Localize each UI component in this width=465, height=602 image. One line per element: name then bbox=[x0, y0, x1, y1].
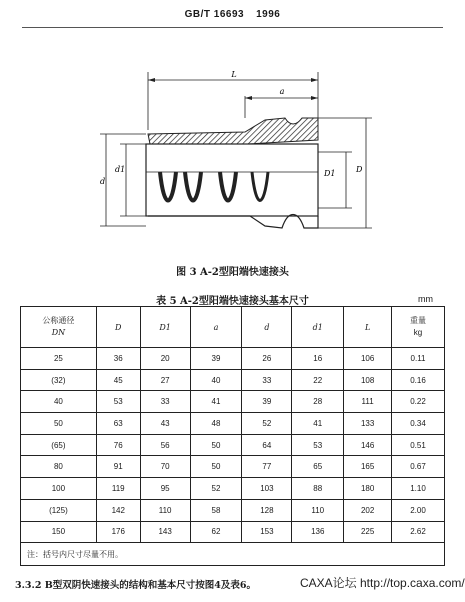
table-cell: 225 bbox=[344, 521, 392, 543]
table-cell: 36 bbox=[96, 348, 140, 370]
table-cell: 28 bbox=[292, 391, 344, 413]
table-cell: 165 bbox=[344, 456, 392, 478]
table-cell: (125) bbox=[21, 499, 97, 521]
table-cell: 202 bbox=[344, 499, 392, 521]
table-cell: 22 bbox=[292, 369, 344, 391]
table-cell: 16 bbox=[292, 348, 344, 370]
table-cell: 110 bbox=[140, 499, 190, 521]
table-row bbox=[21, 499, 445, 521]
table-row bbox=[21, 348, 445, 370]
note-row bbox=[21, 543, 445, 566]
table-row bbox=[21, 369, 445, 391]
arrowhead bbox=[311, 96, 318, 100]
table-cell: 20 bbox=[140, 348, 190, 370]
table-cell: 143 bbox=[140, 521, 190, 543]
table-cell: 136 bbox=[292, 521, 344, 543]
table-cell: 41 bbox=[292, 413, 344, 435]
table-cell: 40 bbox=[190, 369, 242, 391]
table-cell: 27 bbox=[140, 369, 190, 391]
document-header bbox=[0, 9, 465, 20]
table-cell: 77 bbox=[242, 456, 292, 478]
table-cell: 103 bbox=[242, 478, 292, 500]
table-cell: 91 bbox=[96, 456, 140, 478]
table-cell: 88 bbox=[292, 478, 344, 500]
header-d-text: d bbox=[264, 322, 270, 332]
table-title: 表 5 A-2型阳端快速接头基本尺寸 bbox=[156, 296, 309, 307]
body-wall-top bbox=[148, 118, 318, 144]
header-D1-text: D1 bbox=[159, 322, 171, 332]
label-L: L bbox=[231, 70, 237, 79]
header-rule bbox=[22, 27, 443, 28]
table-cell: 0.51 bbox=[392, 434, 445, 456]
col-header-D bbox=[96, 307, 140, 348]
table-row bbox=[21, 391, 445, 413]
figure-caption: 图 3 A-2型阳端快速接头 bbox=[176, 267, 289, 278]
table-cell: 39 bbox=[190, 348, 242, 370]
col-header-L bbox=[344, 307, 392, 348]
dimensions-table bbox=[20, 306, 445, 566]
col-header-weight bbox=[392, 307, 445, 348]
table-cell: 100 bbox=[21, 478, 97, 500]
dn-label: 公称通径 bbox=[42, 316, 75, 325]
table-cell: 76 bbox=[96, 434, 140, 456]
table-cell: 52 bbox=[242, 413, 292, 435]
col-header-dn bbox=[21, 307, 97, 348]
header-d1-text: d1 bbox=[312, 322, 323, 332]
weight-label: 重量 bbox=[410, 316, 427, 325]
table-header-row bbox=[21, 307, 445, 348]
table-body bbox=[21, 348, 445, 543]
table-cell: 25 bbox=[21, 348, 97, 370]
table-cell: 26 bbox=[242, 348, 292, 370]
table-cell: 53 bbox=[96, 391, 140, 413]
table-cell: 180 bbox=[344, 478, 392, 500]
table-cell: 95 bbox=[140, 478, 190, 500]
table-cell: 64 bbox=[242, 434, 292, 456]
table-cell: 39 bbox=[242, 391, 292, 413]
table-cell: 142 bbox=[96, 499, 140, 521]
table-cell: 48 bbox=[190, 413, 242, 435]
arrowhead bbox=[311, 78, 318, 82]
header-a-text: a bbox=[213, 322, 219, 332]
table-row bbox=[21, 413, 445, 435]
standard-number: GB/T 16693 bbox=[184, 9, 245, 20]
standard-year: 1996 bbox=[256, 9, 281, 20]
table-cell: 106 bbox=[344, 348, 392, 370]
arrowhead bbox=[148, 78, 155, 82]
table-cell: 153 bbox=[242, 521, 292, 543]
table-cell: 53 bbox=[292, 434, 344, 456]
arrowhead bbox=[245, 96, 252, 100]
col-header-D1 bbox=[140, 307, 190, 348]
table-row bbox=[21, 434, 445, 456]
body-outline bbox=[146, 144, 318, 216]
table-cell: 0.67 bbox=[392, 456, 445, 478]
table-cell: 50 bbox=[21, 413, 97, 435]
header-L-text: L bbox=[364, 322, 371, 332]
table-cell: 176 bbox=[96, 521, 140, 543]
table-unit: mm bbox=[418, 294, 433, 304]
weight-unit: kg bbox=[413, 328, 423, 337]
col-header-d1 bbox=[292, 307, 344, 348]
table-cell: 0.34 bbox=[392, 413, 445, 435]
table-cell: 133 bbox=[344, 413, 392, 435]
table-cell: 2.62 bbox=[392, 521, 445, 543]
table-cell: 33 bbox=[242, 369, 292, 391]
table-cell: 58 bbox=[190, 499, 242, 521]
table-cell: 62 bbox=[190, 521, 242, 543]
table-cell: 146 bbox=[344, 434, 392, 456]
table-cell: 80 bbox=[21, 456, 97, 478]
col-header-a bbox=[190, 307, 242, 348]
table-cell: 52 bbox=[190, 478, 242, 500]
table-cell: 0.11 bbox=[392, 348, 445, 370]
table-cell: 40 bbox=[21, 391, 97, 413]
table-cell: 108 bbox=[344, 369, 392, 391]
table-cell: 110 bbox=[292, 499, 344, 521]
table-cell: 0.22 bbox=[392, 391, 445, 413]
table-cell: 45 bbox=[96, 369, 140, 391]
table-cell: 41 bbox=[190, 391, 242, 413]
section-text: 3.3.2 B型双阴快速接头的结构和基本尺寸按图4及表6。 bbox=[15, 580, 257, 591]
table-row bbox=[21, 456, 445, 478]
header-D-text: D bbox=[115, 322, 122, 332]
table-cell: 56 bbox=[140, 434, 190, 456]
dn-symbol: DN bbox=[51, 328, 66, 337]
label-D: D bbox=[356, 165, 363, 174]
table-cell: (32) bbox=[21, 369, 97, 391]
col-header-d bbox=[242, 307, 292, 348]
table-cell: 128 bbox=[242, 499, 292, 521]
table-cell: 2.00 bbox=[392, 499, 445, 521]
table-cell: 150 bbox=[21, 521, 97, 543]
table-row bbox=[21, 521, 445, 543]
label-d: d bbox=[100, 177, 106, 186]
label-D1: D1 bbox=[324, 169, 336, 178]
table-cell: 119 bbox=[96, 478, 140, 500]
label-a: a bbox=[279, 87, 285, 96]
table-cell: 43 bbox=[140, 413, 190, 435]
table-cell: 50 bbox=[190, 456, 242, 478]
table-row bbox=[21, 478, 445, 500]
table-cell: 50 bbox=[190, 434, 242, 456]
table-cell: 111 bbox=[344, 391, 392, 413]
label-d1: d1 bbox=[115, 165, 126, 174]
coupling-drawing bbox=[60, 60, 400, 250]
table-cell: 70 bbox=[140, 456, 190, 478]
table-cell: 65 bbox=[292, 456, 344, 478]
table-cell: 63 bbox=[96, 413, 140, 435]
table-cell: (65) bbox=[21, 434, 97, 456]
watermark: CAXA论坛 http://top.caxa.com/ bbox=[300, 576, 465, 590]
table-cell: 0.16 bbox=[392, 369, 445, 391]
table-note: 注：括号内尺寸尽量不用。 bbox=[21, 543, 445, 566]
table-cell: 1.10 bbox=[392, 478, 445, 500]
table-cell: 33 bbox=[140, 391, 190, 413]
